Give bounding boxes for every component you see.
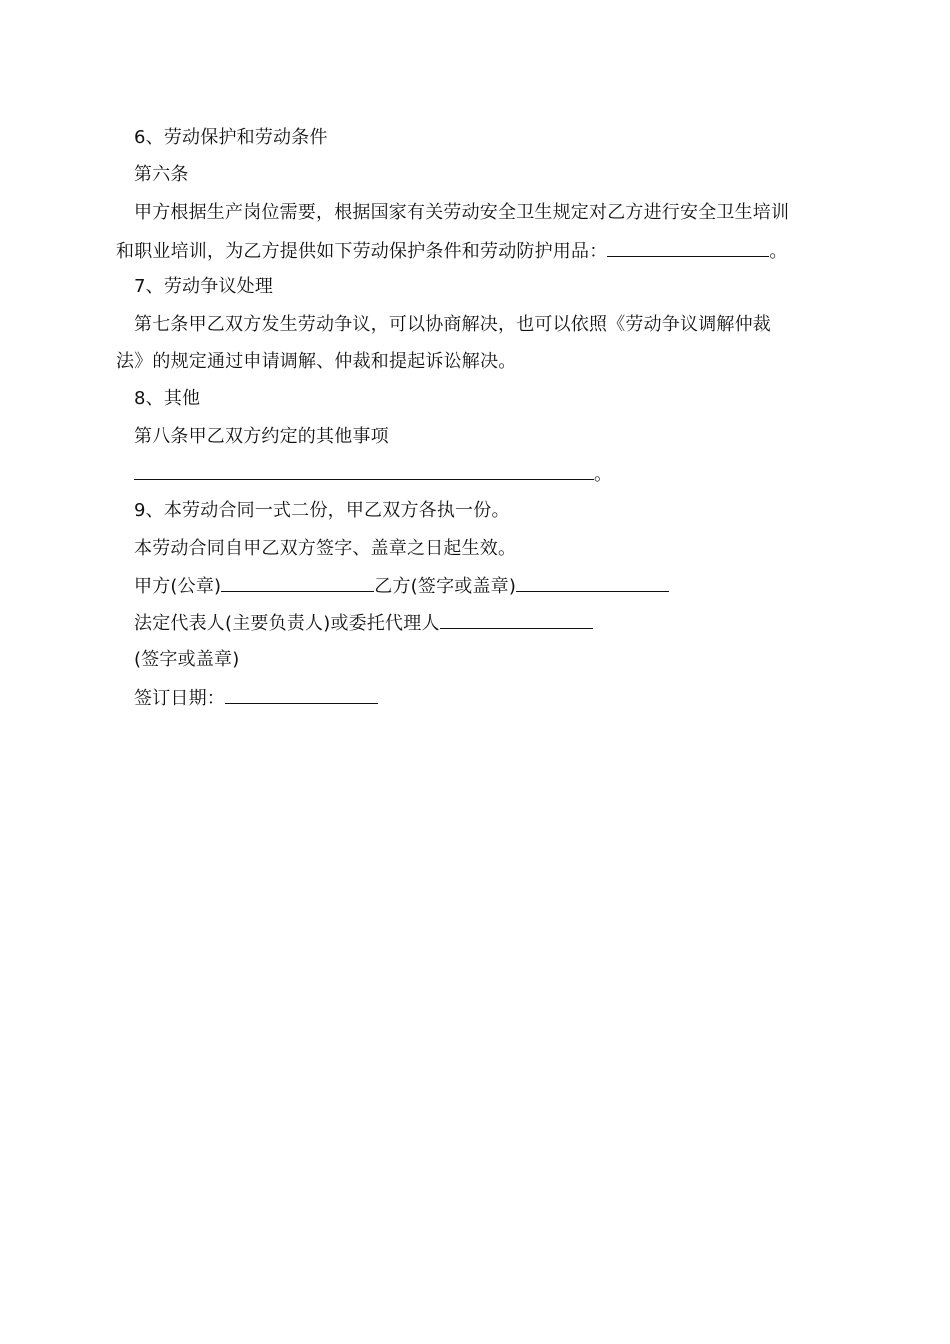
- party-b-blank[interactable]: [516, 573, 669, 592]
- article-7-text-line2: 法》的规定通过申请调解、仲裁和提起诉讼解决。: [116, 351, 517, 372]
- article-6-text-line1: 甲方根据生产岗位需要，根据国家有关劳动安全卫生规定对乙方进行安全卫生培训: [134, 202, 790, 223]
- section-9-heading: 9、本劳动合同一式二份，甲乙双方各执一份。: [134, 500, 510, 521]
- section-7-heading: 7、劳动争议处理: [134, 276, 274, 297]
- effective-clause: 本劳动合同自甲乙双方签字、盖章之日起生效。: [134, 538, 517, 559]
- representative-label: 法定代表人(主要负责人)或委托代理人: [134, 613, 440, 634]
- article-7-text-line1: 第七条甲乙双方发生劳动争议，可以协商解决，也可以依照《劳动争议调解仲裁: [134, 314, 771, 335]
- sign-or-seal-note: (签字或盖章): [134, 649, 240, 670]
- sign-date-label: 签订日期：: [134, 688, 225, 709]
- party-signature-line: [134, 573, 669, 600]
- sign-date-blank[interactable]: [225, 685, 378, 704]
- article-6-text-line2: [116, 238, 788, 265]
- party-b-label: 乙方(签字或盖章): [374, 576, 517, 597]
- section-6-heading: 6、劳动保护和劳动条件: [134, 127, 328, 148]
- other-matters-blank[interactable]: [134, 461, 594, 480]
- sign-date-line: [134, 685, 378, 712]
- section-8-heading: 8、其他: [134, 388, 201, 409]
- party-a-label: 甲方(公章): [134, 576, 222, 597]
- article-8-blank-line: [134, 461, 612, 488]
- representative-blank[interactable]: [440, 610, 593, 629]
- article-6-text-line2-content: 和职业培训，为乙方提供如下劳动保护条件和劳动防护用品：: [116, 241, 608, 262]
- article-8-text: 第八条甲乙双方约定的其他事项: [134, 426, 389, 447]
- party-a-blank[interactable]: [221, 573, 374, 592]
- protection-items-blank[interactable]: [607, 238, 769, 257]
- article-6-title: 第六条: [134, 164, 189, 185]
- representative-line: [134, 610, 593, 637]
- article-8-period: 。: [594, 464, 613, 485]
- article-6-period: 。: [769, 241, 788, 262]
